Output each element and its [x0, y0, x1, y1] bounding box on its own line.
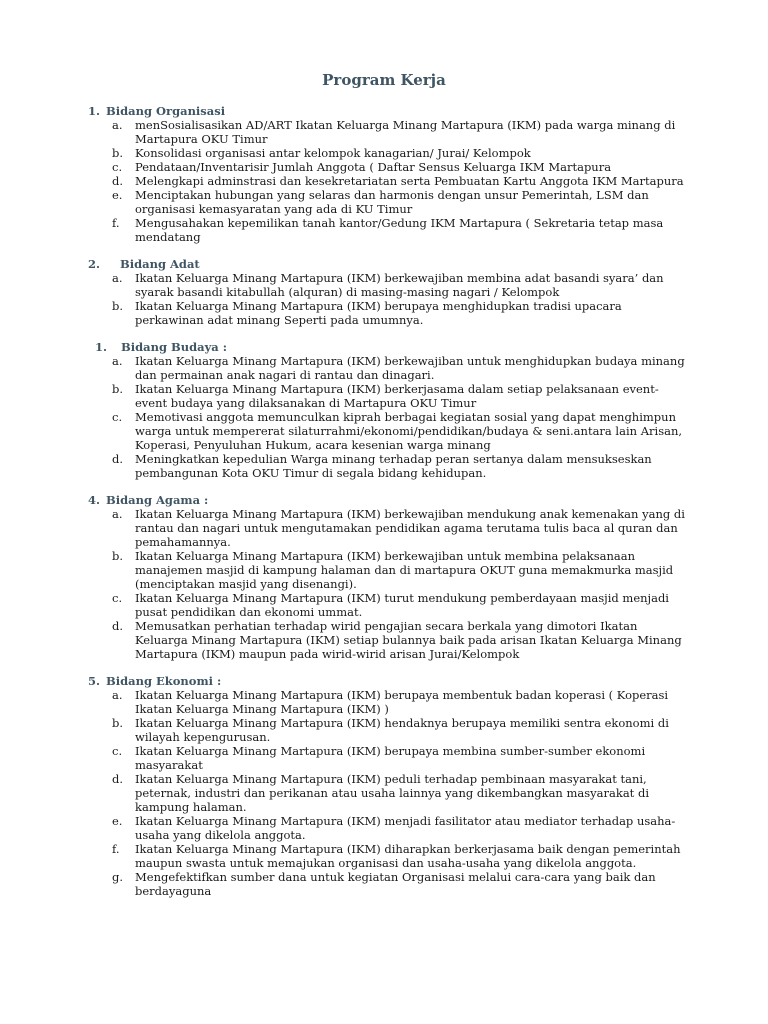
page-title: Program Kerja [322, 71, 446, 89]
section-number: 1. [88, 104, 101, 118]
section-heading [88, 257, 688, 271]
item-letter: b. [112, 299, 124, 313]
item-text: Mengusahakan kepemilikan tanah kantor/Gedung IKM Martapura ( Sekretaria tetap masa mendatang [135, 216, 664, 244]
item-text: Ikatan Keluarga Minang Martapura (IKM) peduli terhadap pembinaan masyarakat tani, peternak, industri dan perikanan atau usaha lainnya yang dikembangkan masyarakat di kampung halaman. [135, 772, 650, 814]
item-letter: e. [112, 814, 123, 828]
list-item [88, 382, 688, 410]
list-item [88, 842, 688, 870]
item-letter: c. [112, 410, 123, 424]
list-item [88, 188, 688, 216]
item-text: Ikatan Keluarga Minang Martapura (IKM) menjadi fasilitator atau mediator terhadap usaha-usaha yang dikelola anggota. [135, 814, 676, 842]
list-item [88, 174, 688, 188]
list-item [88, 216, 688, 244]
item-text: menSosialisasikan AD/ART Ikatan Keluarga Minang Martapura (IKM) pada warga minang di Martapura OKU Timur [135, 118, 676, 146]
list-item [88, 146, 688, 160]
list-item [88, 549, 688, 591]
item-text: Memusatkan perhatian terhadap wirid pengajian secara berkala yang dimotori Ikatan Keluarga Minang Martapura (IKM) setiap bulannya baik pada arisan Ikatan Keluarga Minang Martapura (IKM) maupun pada wirid-wirid arisan Jurai/Kelompok [135, 619, 682, 661]
list-item [88, 354, 688, 382]
item-text: Pendataan/Inventarisir Jumlah Anggota ( Daftar Sensus Keluarga IKM Martapura [135, 160, 612, 174]
item-list [88, 118, 688, 244]
item-text: Ikatan Keluarga Minang Martapura (IKM) turut mendukung pemberdayaan masjid menjadi pusat pendidikan dan ekonomi ummat. [135, 591, 669, 619]
item-list [88, 688, 688, 898]
item-letter: a. [112, 688, 123, 702]
item-text: Ikatan Keluarga Minang Martapura (IKM) berkewajiban mendukung anak kemenakan yang di rantau dan nagari untuk mengutamakan pendidikan agama terutama tulis baca al quran dan pemahamannya. [135, 507, 685, 549]
item-text: Ikatan Keluarga Minang Martapura (IKM) berkewajiban untuk membina pelaksanaan manajemen masjid di kampung halaman dan di martapura OKUT guna memakmurka masjid (menciptakan masjid yang disenangi). [135, 549, 674, 591]
item-letter: d. [112, 452, 124, 466]
item-letter: a. [112, 507, 123, 521]
item-letter: b. [112, 382, 124, 396]
list-item [88, 870, 688, 898]
item-letter: e. [112, 188, 123, 202]
item-list [88, 354, 688, 480]
item-letter: a. [112, 354, 123, 368]
section-organisasi [88, 104, 688, 244]
item-text: Ikatan Keluarga Minang Martapura (IKM) berupaya membina sumber-sumber ekonomi masyarakat [135, 744, 646, 772]
list-item [88, 744, 688, 772]
section-title: Bidang Agama : [106, 493, 209, 507]
item-letter: g. [112, 870, 124, 884]
item-letter: c. [112, 160, 123, 174]
list-item [88, 507, 688, 549]
item-text: Melengkapi adminstrasi dan kesekretariatan serta Pembuatan Kartu Anggota IKM Martapura [135, 174, 684, 188]
item-letter: b. [112, 146, 124, 160]
list-item [88, 160, 688, 174]
section-number: 1. [95, 340, 108, 354]
item-text: Ikatan Keluarga Minang Martapura (IKM) berkewajiban membina adat basandi syara’ dan syarak basandi kitabullah (alquran) di masing-masing nagari / Kelompok [135, 271, 664, 299]
list-item [88, 814, 688, 842]
item-text: Ikatan Keluarga Minang Martapura (IKM) berupaya menghidupkan tradisi upacara perkawinan adat minang Seperti pada umumnya. [135, 299, 622, 327]
item-text: Ikatan Keluarga Minang Martapura (IKM) hendaknya berupaya memiliki sentra ekonomi di wilayah kepengurusan. [135, 716, 669, 744]
item-text: Meningkatkan kepedulian Warga minang terhadap peran sertanya dalam mensukseskan pembangunan Kota OKU Timur di segala bidang kehidupan. [135, 452, 652, 480]
section-heading [88, 104, 688, 118]
item-letter: c. [112, 591, 123, 605]
item-letter: d. [112, 772, 124, 786]
section-title: Bidang Ekonomi : [106, 674, 222, 688]
list-item [88, 591, 688, 619]
item-text: Ikatan Keluarga Minang Martapura (IKM) diharapkan berkerjasama baik dengan pemerintah maupun swasta untuk memajukan organisasi dan usaha-usaha yang dikelola anggota. [135, 842, 681, 870]
section-heading [88, 674, 688, 688]
item-letter: f. [112, 216, 120, 230]
document-body [88, 104, 688, 911]
item-list [88, 507, 688, 661]
item-text: Konsolidasi organisasi antar kelompok kanagarian/ Jurai/ Kelompok [135, 146, 531, 160]
item-letter: b. [112, 549, 124, 563]
list-item [88, 688, 688, 716]
item-text: Ikatan Keluarga Minang Martapura (IKM) berupaya membentuk badan koperasi ( Koperasi Ikatan Keluarga Minang Martapura (IKM) ) [135, 688, 669, 716]
section-budaya [88, 340, 688, 480]
section-number: 4. [88, 493, 101, 507]
section-adat [88, 257, 688, 327]
item-letter: d. [112, 174, 124, 188]
item-text: Memotivasi anggota memunculkan kiprah berbagai kegiatan sosial yang dapat menghimpun warga untuk mempererat silaturrahmi/ekonomi/pendidikan/budaya & seni.antara lain Arisan, Koperasi, Penyuluhan Hukum, acara kesenian warga minang [135, 410, 683, 452]
item-list [88, 271, 688, 327]
section-number: 5. [88, 674, 101, 688]
section-heading [88, 340, 688, 354]
list-item [88, 271, 688, 299]
item-letter: c. [112, 744, 123, 758]
list-item [88, 772, 688, 814]
list-item [88, 410, 688, 452]
section-agama [88, 493, 688, 661]
section-title: Bidang Adat [120, 257, 200, 271]
item-letter: d. [112, 619, 124, 633]
section-title: Bidang Budaya : [121, 340, 227, 354]
list-item [88, 619, 688, 661]
item-letter: f. [112, 842, 120, 856]
list-item [88, 452, 688, 480]
item-letter: a. [112, 271, 123, 285]
list-item [88, 118, 688, 146]
item-text: Mengefektifkan sumber dana untuk kegiatan Organisasi melalui cara-cara yang baik dan berdayaguna [135, 870, 656, 898]
item-text: Menciptakan hubungan yang selaras dan harmonis dengan unsur Pemerintah, LSM dan organisasi kemasyaratan yang ada di KU Timur [135, 188, 649, 216]
section-number: 2. [88, 257, 101, 271]
item-letter: a. [112, 118, 123, 132]
section-heading [88, 493, 688, 507]
item-text: Ikatan Keluarga Minang Martapura (IKM) berkerjasama dalam setiap pelaksanaan event-event budaya yang dilaksanakan di Martapura OKU Timur [135, 382, 659, 410]
item-letter: b. [112, 716, 124, 730]
item-text: Ikatan Keluarga Minang Martapura (IKM) berkewajiban untuk menghidupkan budaya minang dan permainan anak nagari di rantau dan dinagari. [135, 354, 685, 382]
list-item [88, 716, 688, 744]
list-item [88, 299, 688, 327]
section-title: Bidang Organisasi [106, 104, 226, 118]
section-ekonomi [88, 674, 688, 898]
